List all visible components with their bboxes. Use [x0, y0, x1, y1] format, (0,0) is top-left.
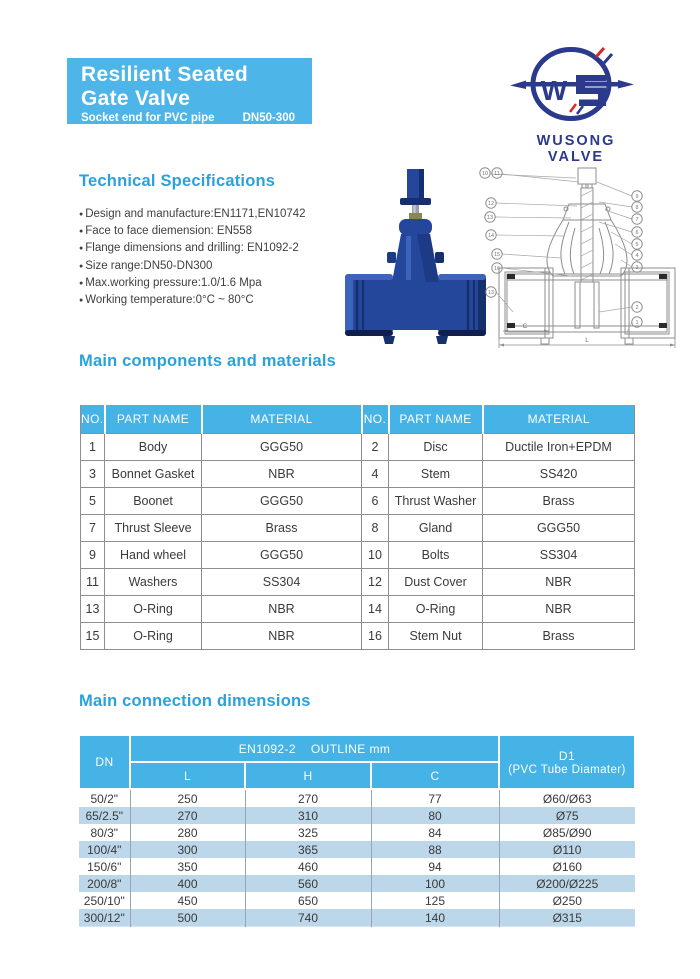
cell: GGG50	[483, 515, 635, 542]
table-row	[81, 515, 635, 542]
cell: 450	[130, 892, 245, 909]
cell: Boonet	[105, 488, 202, 515]
components-header-row	[81, 404, 635, 434]
cell: 280	[130, 824, 245, 841]
col-material-1: MATERIAL	[202, 404, 362, 434]
col-group-outline: EN1092-2 OUTLINE mm	[130, 735, 499, 762]
spec-item: ● Max.working pressure:1.0/1.6 Mpa	[79, 275, 379, 292]
cell: 365	[245, 841, 371, 858]
table-row	[79, 807, 635, 824]
cell: NBR	[202, 461, 362, 488]
logo-monogram-w: W	[540, 75, 568, 106]
cell: 65/2.5"	[79, 807, 130, 824]
cell: Ø160	[499, 858, 635, 875]
callout-number: 1	[635, 320, 639, 326]
cell: 50/2"	[79, 789, 130, 807]
cell: 80/3"	[79, 824, 130, 841]
table-row	[79, 875, 635, 892]
spec-item: ● Face to face diemension: EN558	[79, 223, 379, 240]
callout-number: 12	[487, 201, 495, 207]
cell: Body	[105, 434, 202, 461]
dimensions-header-row-1	[79, 735, 635, 762]
cell: 400	[130, 875, 245, 892]
col-l: L	[130, 762, 245, 789]
spec-item: ● Size range:DN50-DN300	[79, 258, 379, 275]
cell: SS304	[483, 542, 635, 569]
col-c: C	[371, 762, 499, 789]
col-dn: DN	[79, 735, 130, 789]
cell: Dust Cover	[389, 569, 483, 596]
d1-sublabel: (PVC Tube Diamater)	[508, 763, 626, 776]
components-table	[80, 403, 635, 650]
brand-name: WUSONG VALVE	[536, 133, 616, 165]
subtitle-text: Socket end for PVC pipe	[81, 112, 215, 124]
cell: Bonnet Gasket	[105, 461, 202, 488]
cell: 1	[81, 434, 105, 461]
valve-photo	[343, 166, 488, 348]
cell: GGG50	[202, 434, 362, 461]
cell: 16	[362, 623, 389, 650]
table-row	[81, 461, 635, 488]
dimension-label-c: C	[522, 323, 528, 330]
cell: 300/12"	[79, 909, 130, 927]
table-row	[79, 858, 635, 875]
table-row	[79, 892, 635, 909]
callout-number: 16	[493, 266, 501, 272]
table-row	[81, 596, 635, 623]
cell: Ductile Iron+EPDM	[483, 434, 635, 461]
dimensions-table	[78, 734, 636, 927]
tech-specs-list	[79, 206, 379, 309]
cell: 3	[81, 461, 105, 488]
cell: SS304	[202, 569, 362, 596]
callout-number: 13	[486, 215, 494, 221]
cell: 5	[81, 488, 105, 515]
cell: Thrust Sleeve	[105, 515, 202, 542]
d1-label: D1	[558, 748, 576, 763]
cell: 270	[245, 789, 371, 807]
cell: 100/4"	[79, 841, 130, 858]
cell: Ø250	[499, 892, 635, 909]
cell: O-Ring	[389, 596, 483, 623]
cell: 4	[362, 461, 389, 488]
cell: Gland	[389, 515, 483, 542]
cell: 77	[371, 789, 499, 807]
callout-number: 3	[635, 265, 639, 271]
cell: 6	[362, 488, 389, 515]
cell: 270	[130, 807, 245, 824]
title-block	[67, 58, 312, 124]
cell: 14	[362, 596, 389, 623]
cell: Hand wheel	[105, 542, 202, 569]
callout-number: 13	[487, 290, 495, 296]
col-part-name-1: PART NAME	[105, 404, 202, 434]
cell: Ø75	[499, 807, 635, 824]
dimensions-heading: Main connection dimensions	[79, 692, 311, 710]
cell: 325	[245, 824, 371, 841]
callout-number: 14	[487, 233, 495, 239]
cell: 250	[130, 789, 245, 807]
cell: 125	[371, 892, 499, 909]
cell: GGG50	[202, 542, 362, 569]
cell: Brass	[483, 488, 635, 515]
table-row	[81, 569, 635, 596]
cell: Ø60/Ø63	[499, 789, 635, 807]
cell: NBR	[483, 569, 635, 596]
table-row	[81, 488, 635, 515]
table-row	[81, 542, 635, 569]
cell: 310	[245, 807, 371, 824]
cell: Ø200/Ø225	[499, 875, 635, 892]
cell: Stem Nut	[389, 623, 483, 650]
tech-specs-section	[79, 172, 379, 309]
cell: 11	[81, 569, 105, 596]
callout-number: 2	[635, 305, 639, 311]
col-material-2: MATERIAL	[483, 404, 635, 434]
cell: Brass	[483, 623, 635, 650]
cell: 500	[130, 909, 245, 927]
company-logo	[508, 42, 644, 165]
cell: 200/8"	[79, 875, 130, 892]
cell: 13	[81, 596, 105, 623]
cell: 80	[371, 807, 499, 824]
spec-item: ● Working temperature:0°C ~ 80°C	[79, 292, 379, 309]
cell: 8	[362, 515, 389, 542]
cell: Washers	[105, 569, 202, 596]
cell: 250/10"	[79, 892, 130, 909]
cell: NBR	[202, 596, 362, 623]
cell: Ø110	[499, 841, 635, 858]
table-row	[79, 789, 635, 807]
col-no-1: NO.	[81, 404, 105, 434]
cell: O-Ring	[105, 623, 202, 650]
cell: 84	[371, 824, 499, 841]
col-d1	[499, 735, 635, 789]
page-title-line1: Resilient Seated	[81, 63, 249, 86]
cell: O-Ring	[105, 596, 202, 623]
cell: Bolts	[389, 542, 483, 569]
spec-item: ● Flange dimensions and drilling: EN1092-2	[79, 240, 379, 257]
cell: 560	[245, 875, 371, 892]
cell: 650	[245, 892, 371, 909]
cell: 9	[81, 542, 105, 569]
cell: 140	[371, 909, 499, 927]
dimension-label-l: L	[585, 337, 589, 344]
col-part-name-2: PART NAME	[389, 404, 483, 434]
spec-item: ● Design and manufacture:EN1171,EN10742	[79, 206, 379, 223]
cell: 12	[362, 569, 389, 596]
cell: 88	[371, 841, 499, 858]
title-subtitle-row	[81, 112, 295, 124]
cell: NBR	[202, 623, 362, 650]
table-row	[79, 824, 635, 841]
callout-number: 4	[635, 253, 639, 259]
cell: Brass	[202, 515, 362, 542]
callout-number: 11	[494, 171, 500, 177]
cell: NBR	[483, 596, 635, 623]
cell: 15	[81, 623, 105, 650]
table-row	[81, 434, 635, 461]
cell: Thrust Washer	[389, 488, 483, 515]
size-range-text: DN50-300	[242, 112, 295, 124]
cell: Ø85/Ø90	[499, 824, 635, 841]
page-title-line2: Gate Valve	[81, 87, 191, 110]
cell: 100	[371, 875, 499, 892]
logo-s-shape	[576, 75, 606, 106]
callout-number: 15	[493, 252, 501, 258]
components-heading: Main components and materials	[79, 352, 337, 370]
cell: 7	[81, 515, 105, 542]
cell: 740	[245, 909, 371, 927]
cell: Stem	[389, 461, 483, 488]
cell: 2	[362, 434, 389, 461]
cell: SS420	[483, 461, 635, 488]
cell: 300	[130, 841, 245, 858]
table-row	[79, 841, 635, 858]
table-row	[81, 623, 635, 650]
callout-number: 5	[635, 242, 639, 248]
logo-emblem-icon	[508, 42, 644, 127]
tech-specs-heading: Technical Specifications	[79, 172, 276, 190]
valve-section-drawing	[479, 162, 695, 358]
table-row	[79, 909, 635, 927]
cell: 150/6"	[79, 858, 130, 875]
callout-number: 9	[635, 194, 639, 200]
cell: 350	[130, 858, 245, 875]
cell: GGG50	[202, 488, 362, 515]
cell: 460	[245, 858, 371, 875]
cell: 10	[362, 542, 389, 569]
col-no-2: NO.	[362, 404, 389, 434]
callout-number: 10	[481, 171, 489, 177]
callout-number: 6	[635, 230, 639, 236]
col-h: H	[245, 762, 371, 789]
callout-number: 7	[635, 217, 639, 223]
callout-number: 8	[635, 205, 639, 211]
cell: 94	[371, 858, 499, 875]
cell: Ø315	[499, 909, 635, 927]
cell: Disc	[389, 434, 483, 461]
